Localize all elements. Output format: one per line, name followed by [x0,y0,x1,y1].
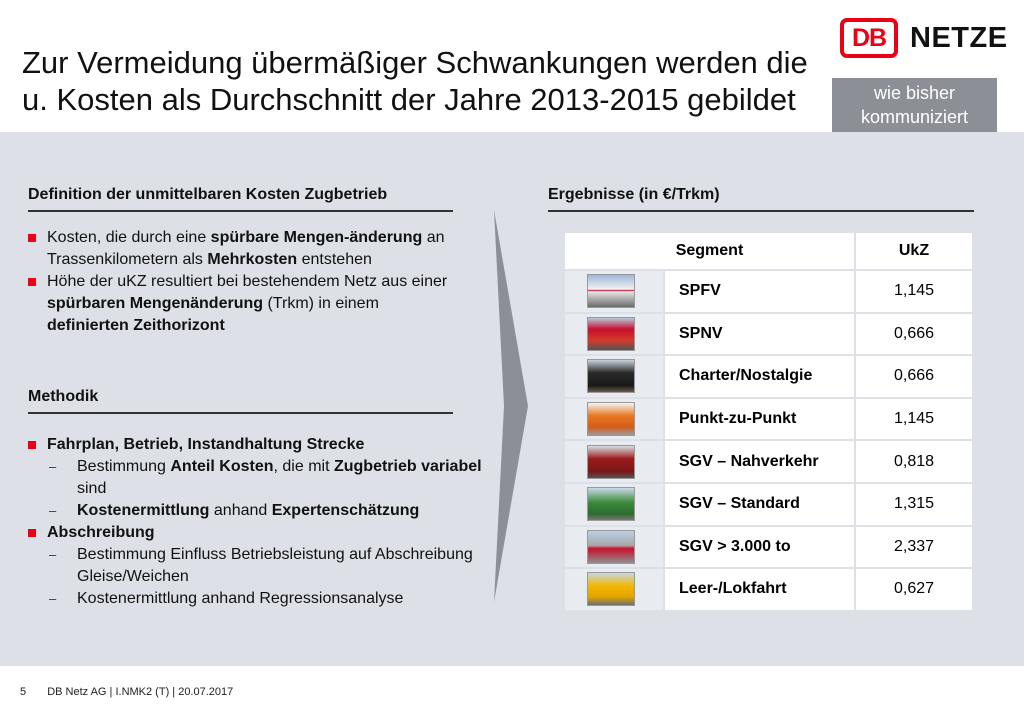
list-item: – Kostenermittlung anhand Regressionsanalyse [25,588,485,610]
list-item: Fahrplan, Betrieb, Instandhaltung Strecke [25,434,485,456]
segment-name: Charter/Nostalgie [664,355,855,398]
footer-info: DB Netz AG | I.NMK2 (T) | 20.07.2017 [47,686,234,698]
list-item: Höhe der uKZ resultiert bei bestehendem Netz aus einer spürbaren Mengenänderung (Trkm) in einem definierten Zeithorizont [25,271,465,337]
netze-wordmark: NETZE [910,21,1008,54]
table-header-row [564,232,973,270]
freight-wagons-image [587,487,635,521]
segment-name: Punkt-zu-Punkt [664,398,855,441]
column-header-segment: Segment [564,232,855,270]
ukz-value: 2,337 [855,526,973,569]
ukz-value: 0,627 [855,568,973,611]
list-item: Kosten, die durch eine spürbare Mengen-änderung an Trassenkilometern als Mehrkosten entstehen [25,227,465,271]
table-row [564,398,973,441]
ukz-value: 0,818 [855,440,973,483]
segment-image-cell [564,483,664,526]
regional-train-image [587,317,635,351]
table-row [564,313,973,356]
segment-image-cell [564,568,664,611]
segment-image-cell [564,440,664,483]
segment-image-cell [564,355,664,398]
results-heading: Ergebnisse (in €/Trkm) [548,186,974,212]
table-row [564,568,973,611]
segment-image-cell [564,526,664,569]
footer [20,686,251,698]
table-row [564,355,973,398]
ice-train-image [587,274,635,308]
db-logo-mark: DB [840,18,898,58]
table-row [564,483,973,526]
table-row [564,440,973,483]
segment-name: SGV > 3.000 to [664,526,855,569]
table-row [564,270,973,313]
chevron-arrow-icon [494,210,528,602]
list-item: Abschreibung [25,522,485,544]
list-item: – Kostenermittlung anhand Expertenschätzung [25,500,485,522]
shunting-locomotive-image [587,445,635,479]
segment-image-cell [564,398,664,441]
segment-name: SPFV [664,270,855,313]
definition-heading: Definition der unmittelbaren Kosten Zugbetrieb [28,186,453,212]
methodik-bullet-list [25,434,485,610]
slide-title: Zur Vermeidung übermäßiger Schwankungen werden die u. Kosten als Durchschnitt der Jahre 2013-2015 gebildet [22,45,808,117]
segment-name: Leer-/Lokfahrt [664,568,855,611]
list-item: – Bestimmung Anteil Kosten, die mit Zugbetrieb variabel sind [25,456,485,500]
ukz-value: 1,145 [855,398,973,441]
segment-image-cell [564,270,664,313]
locomore-train-image [587,402,635,436]
page-number: 5 [20,686,27,698]
heavy-freight-train-image [587,530,635,564]
segment-name: SPNV [664,313,855,356]
status-badge: wie bisher kommuniziert [832,78,997,132]
ukz-value: 1,145 [855,270,973,313]
yellow-locomotive-image [587,572,635,606]
list-item: – Bestimmung Einfluss Betriebsleistung auf Abschreibung Gleise/Weichen [25,544,485,588]
column-header-ukz: UkZ [855,232,973,270]
table-row [564,526,973,569]
steam-locomotive-image [587,359,635,393]
definition-bullet-list [25,227,465,337]
results-table [563,231,974,612]
segment-name: SGV – Nahverkehr [664,440,855,483]
ukz-value: 1,315 [855,483,973,526]
ukz-value: 0,666 [855,313,973,356]
segment-image-cell [564,313,664,356]
db-netze-logo [840,18,1008,58]
segment-name: SGV – Standard [664,483,855,526]
methodik-heading: Methodik [28,388,453,414]
ukz-value: 0,666 [855,355,973,398]
